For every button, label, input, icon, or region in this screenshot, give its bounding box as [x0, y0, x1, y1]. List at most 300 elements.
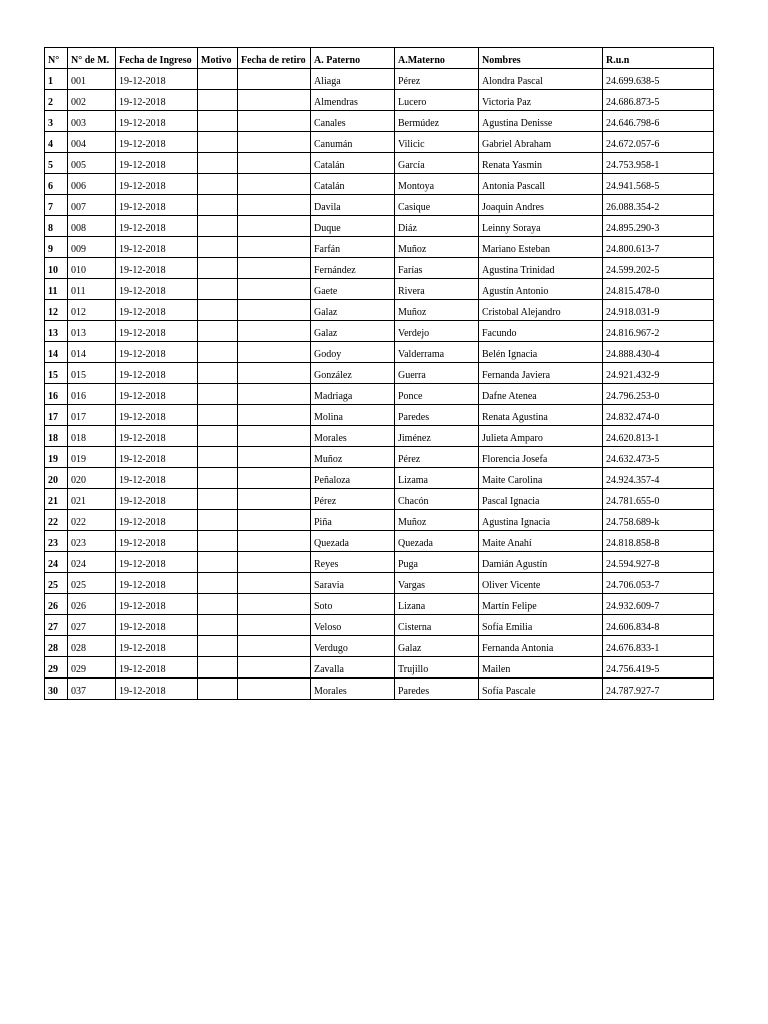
cell-apellido-paterno: González [311, 363, 395, 384]
cell-fecha-retiro [238, 132, 311, 153]
cell-fecha-retiro [238, 489, 311, 510]
cell-nombres: Facundo [479, 321, 603, 342]
header-cell-numero: N° [45, 48, 68, 69]
cell-fecha-retiro [238, 69, 311, 90]
cell-apellido-materno: Muñoz [395, 237, 479, 258]
cell-fecha-ingreso: 19-12-2018 [116, 90, 198, 111]
cell-apellido-materno: Lizana [395, 594, 479, 615]
cell-run: 24.895.290-3 [603, 216, 714, 237]
cell-numero: 25 [45, 573, 68, 594]
cell-fecha-retiro [238, 426, 311, 447]
cell-motivo [198, 678, 238, 700]
cell-fecha-retiro [238, 405, 311, 426]
cell-run: 24.932.609-7 [603, 594, 714, 615]
table-row [45, 636, 714, 657]
cell-apellido-materno: Muñoz [395, 510, 479, 531]
cell-n-matricula: 020 [68, 468, 116, 489]
cell-n-matricula: 024 [68, 552, 116, 573]
cell-apellido-materno: Guerra [395, 363, 479, 384]
cell-numero: 3 [45, 111, 68, 132]
cell-fecha-ingreso: 19-12-2018 [116, 258, 198, 279]
cell-apellido-materno: Vilicic [395, 132, 479, 153]
cell-numero: 28 [45, 636, 68, 657]
cell-n-matricula: 010 [68, 258, 116, 279]
cell-fecha-retiro [238, 510, 311, 531]
cell-numero: 18 [45, 426, 68, 447]
cell-apellido-paterno: Verdugo [311, 636, 395, 657]
cell-motivo [198, 69, 238, 90]
cell-motivo [198, 468, 238, 489]
cell-numero: 10 [45, 258, 68, 279]
table-row [45, 426, 714, 447]
cell-apellido-materno: Montoya [395, 174, 479, 195]
cell-apellido-materno: Muñoz [395, 300, 479, 321]
cell-fecha-ingreso: 19-12-2018 [116, 237, 198, 258]
cell-run: 24.918.031-9 [603, 300, 714, 321]
cell-apellido-materno: Cisterna [395, 615, 479, 636]
table-row [45, 657, 714, 679]
cell-fecha-ingreso: 19-12-2018 [116, 468, 198, 489]
cell-motivo [198, 594, 238, 615]
cell-fecha-ingreso: 19-12-2018 [116, 678, 198, 700]
cell-n-matricula: 019 [68, 447, 116, 468]
cell-run: 24.606.834-8 [603, 615, 714, 636]
cell-apellido-paterno: Godoy [311, 342, 395, 363]
cell-apellido-paterno: Madriaga [311, 384, 395, 405]
cell-n-matricula: 022 [68, 510, 116, 531]
cell-run: 24.620.813-1 [603, 426, 714, 447]
cell-nombres: Sofía Pascale [479, 678, 603, 700]
cell-apellido-materno: Trujillo [395, 657, 479, 679]
cell-apellido-materno: García [395, 153, 479, 174]
cell-run: 24.646.798-6 [603, 111, 714, 132]
table-row [45, 321, 714, 342]
cell-fecha-retiro [238, 594, 311, 615]
cell-apellido-materno: Galaz [395, 636, 479, 657]
cell-fecha-ingreso: 19-12-2018 [116, 363, 198, 384]
cell-motivo [198, 636, 238, 657]
cell-apellido-paterno: Pérez [311, 489, 395, 510]
table-row [45, 468, 714, 489]
cell-fecha-ingreso: 19-12-2018 [116, 216, 198, 237]
cell-numero: 17 [45, 405, 68, 426]
cell-n-matricula: 014 [68, 342, 116, 363]
cell-motivo [198, 132, 238, 153]
cell-fecha-retiro [238, 111, 311, 132]
cell-motivo [198, 615, 238, 636]
cell-n-matricula: 018 [68, 426, 116, 447]
cell-fecha-ingreso: 19-12-2018 [116, 615, 198, 636]
cell-apellido-paterno: Zavalla [311, 657, 395, 679]
cell-fecha-ingreso: 19-12-2018 [116, 510, 198, 531]
cell-n-matricula: 005 [68, 153, 116, 174]
cell-run: 24.672.057-6 [603, 132, 714, 153]
cell-motivo [198, 153, 238, 174]
cell-run: 24.706.053-7 [603, 573, 714, 594]
cell-n-matricula: 029 [68, 657, 116, 679]
cell-n-matricula: 028 [68, 636, 116, 657]
cell-fecha-retiro [238, 447, 311, 468]
cell-apellido-paterno: Reyes [311, 552, 395, 573]
cell-apellido-paterno: Canales [311, 111, 395, 132]
cell-run: 24.787.927-7 [603, 678, 714, 700]
cell-nombres: Victoria Paz [479, 90, 603, 111]
cell-n-matricula: 001 [68, 69, 116, 90]
cell-apellido-paterno: Saravia [311, 573, 395, 594]
cell-n-matricula: 026 [68, 594, 116, 615]
cell-numero: 16 [45, 384, 68, 405]
cell-run: 24.818.858-8 [603, 531, 714, 552]
cell-n-matricula: 012 [68, 300, 116, 321]
cell-run: 24.632.473-5 [603, 447, 714, 468]
cell-motivo [198, 447, 238, 468]
cell-apellido-materno: Casique [395, 195, 479, 216]
cell-n-matricula: 037 [68, 678, 116, 700]
header-cell-fecha-retiro: Fecha de retiro [238, 48, 311, 69]
cell-fecha-retiro [238, 90, 311, 111]
cell-n-matricula: 025 [68, 573, 116, 594]
table-row [45, 174, 714, 195]
header-cell-fecha-ingreso: Fecha de Ingreso [116, 48, 198, 69]
cell-fecha-retiro [238, 237, 311, 258]
cell-run: 24.699.638-5 [603, 69, 714, 90]
cell-nombres: Alondra Pascal [479, 69, 603, 90]
cell-run: 24.800.613-7 [603, 237, 714, 258]
cell-fecha-retiro [238, 195, 311, 216]
cell-run: 24.832.474-0 [603, 405, 714, 426]
cell-motivo [198, 531, 238, 552]
cell-nombres: Oliver Vicente [479, 573, 603, 594]
cell-fecha-ingreso: 19-12-2018 [116, 405, 198, 426]
cell-nombres: Renata Yasmin [479, 153, 603, 174]
cell-numero: 6 [45, 174, 68, 195]
cell-numero: 30 [45, 678, 68, 700]
cell-fecha-retiro [238, 258, 311, 279]
cell-apellido-paterno: Morales [311, 678, 395, 700]
cell-numero: 15 [45, 363, 68, 384]
header-cell-n-matricula: N° de M. [68, 48, 116, 69]
cell-numero: 20 [45, 468, 68, 489]
cell-n-matricula: 006 [68, 174, 116, 195]
table-row [45, 363, 714, 384]
table-row [45, 531, 714, 552]
cell-fecha-ingreso: 19-12-2018 [116, 300, 198, 321]
cell-apellido-paterno: Catalán [311, 174, 395, 195]
cell-run: 24.756.419-5 [603, 657, 714, 679]
cell-fecha-ingreso: 19-12-2018 [116, 636, 198, 657]
cell-n-matricula: 015 [68, 363, 116, 384]
cell-motivo [198, 384, 238, 405]
cell-nombres: Maite Anahí [479, 531, 603, 552]
cell-motivo [198, 195, 238, 216]
table-row [45, 237, 714, 258]
cell-numero: 26 [45, 594, 68, 615]
cell-numero: 27 [45, 615, 68, 636]
cell-fecha-ingreso: 19-12-2018 [116, 594, 198, 615]
cell-motivo [198, 321, 238, 342]
cell-n-matricula: 007 [68, 195, 116, 216]
cell-nombres: Mailen [479, 657, 603, 679]
cell-n-matricula: 011 [68, 279, 116, 300]
cell-motivo [198, 426, 238, 447]
cell-motivo [198, 216, 238, 237]
cell-motivo [198, 363, 238, 384]
cell-n-matricula: 009 [68, 237, 116, 258]
cell-apellido-materno: Jiménez [395, 426, 479, 447]
cell-apellido-materno: Paredes [395, 405, 479, 426]
cell-nombres: Dafne Atenea [479, 384, 603, 405]
cell-nombres: Agustina Trinidad [479, 258, 603, 279]
cell-nombres: Maite Carolina [479, 468, 603, 489]
cell-fecha-retiro [238, 384, 311, 405]
cell-run: 24.921.432-9 [603, 363, 714, 384]
cell-nombres: Fernanda Javiera [479, 363, 603, 384]
cell-fecha-retiro [238, 153, 311, 174]
cell-fecha-retiro [238, 531, 311, 552]
table-row [45, 132, 714, 153]
cell-motivo [198, 657, 238, 679]
cell-fecha-ingreso: 19-12-2018 [116, 132, 198, 153]
cell-apellido-materno: Verdejo [395, 321, 479, 342]
cell-run: 24.816.967-2 [603, 321, 714, 342]
cell-motivo [198, 510, 238, 531]
cell-nombres: Fernanda Antonia [479, 636, 603, 657]
cell-numero: 4 [45, 132, 68, 153]
cell-apellido-materno: Chacón [395, 489, 479, 510]
cell-fecha-retiro [238, 468, 311, 489]
table-row [45, 153, 714, 174]
cell-run: 24.815.478-0 [603, 279, 714, 300]
cell-numero: 11 [45, 279, 68, 300]
cell-nombres: Florencia Josefa [479, 447, 603, 468]
cell-numero: 12 [45, 300, 68, 321]
cell-motivo [198, 342, 238, 363]
cell-numero: 23 [45, 531, 68, 552]
table-row [45, 552, 714, 573]
cell-apellido-paterno: Davila [311, 195, 395, 216]
header-cell-motivo: Motivo [198, 48, 238, 69]
cell-apellido-paterno: Aliaga [311, 69, 395, 90]
cell-motivo [198, 174, 238, 195]
cell-motivo [198, 258, 238, 279]
cell-apellido-materno: Farías [395, 258, 479, 279]
cell-run: 24.781.655-0 [603, 489, 714, 510]
cell-run: 24.753.958-1 [603, 153, 714, 174]
cell-apellido-materno: Vargas [395, 573, 479, 594]
cell-apellido-paterno: Muñoz [311, 447, 395, 468]
cell-apellido-materno: Rivera [395, 279, 479, 300]
cell-run: 24.924.357-4 [603, 468, 714, 489]
cell-fecha-ingreso: 19-12-2018 [116, 111, 198, 132]
table-row [45, 594, 714, 615]
cell-fecha-retiro [238, 552, 311, 573]
cell-fecha-retiro [238, 615, 311, 636]
cell-fecha-retiro [238, 636, 311, 657]
cell-apellido-materno: Valderrama [395, 342, 479, 363]
cell-numero: 21 [45, 489, 68, 510]
cell-numero: 29 [45, 657, 68, 679]
cell-motivo [198, 111, 238, 132]
cell-n-matricula: 021 [68, 489, 116, 510]
cell-fecha-ingreso: 19-12-2018 [116, 531, 198, 552]
cell-n-matricula: 027 [68, 615, 116, 636]
cell-fecha-ingreso: 19-12-2018 [116, 279, 198, 300]
cell-fecha-retiro [238, 216, 311, 237]
cell-apellido-paterno: Quezada [311, 531, 395, 552]
cell-run: 24.796.253-0 [603, 384, 714, 405]
cell-numero: 8 [45, 216, 68, 237]
cell-numero: 14 [45, 342, 68, 363]
header-cell-apellido-materno: A.Materno [395, 48, 479, 69]
cell-nombres: Damián Agustín [479, 552, 603, 573]
cell-apellido-paterno: Fernández [311, 258, 395, 279]
cell-fecha-ingreso: 19-12-2018 [116, 552, 198, 573]
cell-apellido-paterno: Galaz [311, 321, 395, 342]
cell-nombres: Martín Felipe [479, 594, 603, 615]
table-row [45, 216, 714, 237]
table-body [45, 69, 714, 700]
cell-nombres: Julieta Amparo [479, 426, 603, 447]
cell-apellido-paterno: Canumán [311, 132, 395, 153]
cell-nombres: Leinny Soraya [479, 216, 603, 237]
table-row [45, 615, 714, 636]
cell-apellido-paterno: Galaz [311, 300, 395, 321]
cell-fecha-retiro [238, 342, 311, 363]
cell-motivo [198, 552, 238, 573]
cell-apellido-paterno: Peñaloza [311, 468, 395, 489]
cell-nombres: Antonia Pascall [479, 174, 603, 195]
cell-motivo [198, 573, 238, 594]
cell-run: 24.676.833-1 [603, 636, 714, 657]
table-row [45, 405, 714, 426]
cell-fecha-retiro [238, 300, 311, 321]
cell-fecha-ingreso: 19-12-2018 [116, 342, 198, 363]
table-row [45, 195, 714, 216]
cell-numero: 9 [45, 237, 68, 258]
cell-fecha-ingreso: 19-12-2018 [116, 69, 198, 90]
cell-apellido-paterno: Soto [311, 594, 395, 615]
cell-numero: 22 [45, 510, 68, 531]
table-row [45, 510, 714, 531]
cell-n-matricula: 016 [68, 384, 116, 405]
cell-apellido-paterno: Almendras [311, 90, 395, 111]
cell-apellido-materno: Lucero [395, 90, 479, 111]
cell-apellido-materno: Diáz [395, 216, 479, 237]
table-row [45, 342, 714, 363]
cell-motivo [198, 489, 238, 510]
cell-apellido-paterno: Piña [311, 510, 395, 531]
cell-fecha-retiro [238, 363, 311, 384]
table-row [45, 300, 714, 321]
cell-apellido-paterno: Duque [311, 216, 395, 237]
header-cell-nombres: Nombres [479, 48, 603, 69]
cell-fecha-ingreso: 19-12-2018 [116, 426, 198, 447]
cell-fecha-retiro [238, 678, 311, 700]
cell-nombres: Belén Ignacia [479, 342, 603, 363]
cell-fecha-ingreso: 19-12-2018 [116, 321, 198, 342]
table-row [45, 384, 714, 405]
cell-fecha-ingreso: 19-12-2018 [116, 489, 198, 510]
cell-run: 24.941.568-5 [603, 174, 714, 195]
table-row [45, 279, 714, 300]
cell-nombres: Agustín Antonio [479, 279, 603, 300]
table-row [45, 447, 714, 468]
header-cell-apellido-paterno: A. Paterno [311, 48, 395, 69]
cell-nombres: Cristobal Alejandro [479, 300, 603, 321]
cell-fecha-retiro [238, 321, 311, 342]
cell-fecha-retiro [238, 573, 311, 594]
cell-apellido-materno: Pérez [395, 447, 479, 468]
cell-run: 24.888.430-4 [603, 342, 714, 363]
cell-apellido-materno: Ponce [395, 384, 479, 405]
cell-fecha-ingreso: 19-12-2018 [116, 573, 198, 594]
cell-apellido-materno: Paredes [395, 678, 479, 700]
student-register-table [44, 47, 714, 700]
cell-n-matricula: 004 [68, 132, 116, 153]
cell-apellido-paterno: Gaete [311, 279, 395, 300]
cell-apellido-materno: Quezada [395, 531, 479, 552]
cell-apellido-paterno: Morales [311, 426, 395, 447]
cell-nombres: Agustina Ignacia [479, 510, 603, 531]
cell-n-matricula: 008 [68, 216, 116, 237]
cell-nombres: Gabriel Abraham [479, 132, 603, 153]
cell-nombres: Pascal Ignacia [479, 489, 603, 510]
cell-n-matricula: 017 [68, 405, 116, 426]
header-row [45, 48, 714, 69]
cell-apellido-materno: Lizama [395, 468, 479, 489]
table-row [45, 489, 714, 510]
cell-n-matricula: 003 [68, 111, 116, 132]
cell-fecha-ingreso: 19-12-2018 [116, 657, 198, 679]
header-cell-run: R.u.n [603, 48, 714, 69]
cell-numero: 24 [45, 552, 68, 573]
cell-motivo [198, 300, 238, 321]
cell-nombres: Renata Agustina [479, 405, 603, 426]
cell-numero: 13 [45, 321, 68, 342]
cell-fecha-retiro [238, 657, 311, 679]
table-row [45, 258, 714, 279]
table-row [45, 69, 714, 90]
cell-fecha-ingreso: 19-12-2018 [116, 174, 198, 195]
cell-motivo [198, 237, 238, 258]
cell-apellido-materno: Pérez [395, 69, 479, 90]
cell-fecha-ingreso: 19-12-2018 [116, 447, 198, 468]
cell-motivo [198, 279, 238, 300]
cell-apellido-paterno: Farfán [311, 237, 395, 258]
cell-fecha-ingreso: 19-12-2018 [116, 153, 198, 174]
cell-run: 24.686.873-5 [603, 90, 714, 111]
cell-nombres: Sofía Emilia [479, 615, 603, 636]
cell-numero: 2 [45, 90, 68, 111]
cell-fecha-ingreso: 19-12-2018 [116, 195, 198, 216]
cell-numero: 19 [45, 447, 68, 468]
cell-nombres: Joaquin Andres [479, 195, 603, 216]
cell-fecha-retiro [238, 174, 311, 195]
table-row [45, 111, 714, 132]
table-row [45, 678, 714, 700]
cell-apellido-materno: Puga [395, 552, 479, 573]
cell-run: 26.088.354-2 [603, 195, 714, 216]
cell-apellido-materno: Bermúdez [395, 111, 479, 132]
cell-n-matricula: 023 [68, 531, 116, 552]
table-row [45, 573, 714, 594]
cell-run: 24.758.689-k [603, 510, 714, 531]
cell-run: 24.599.202-5 [603, 258, 714, 279]
cell-motivo [198, 405, 238, 426]
cell-numero: 7 [45, 195, 68, 216]
cell-motivo [198, 90, 238, 111]
cell-apellido-paterno: Catalán [311, 153, 395, 174]
